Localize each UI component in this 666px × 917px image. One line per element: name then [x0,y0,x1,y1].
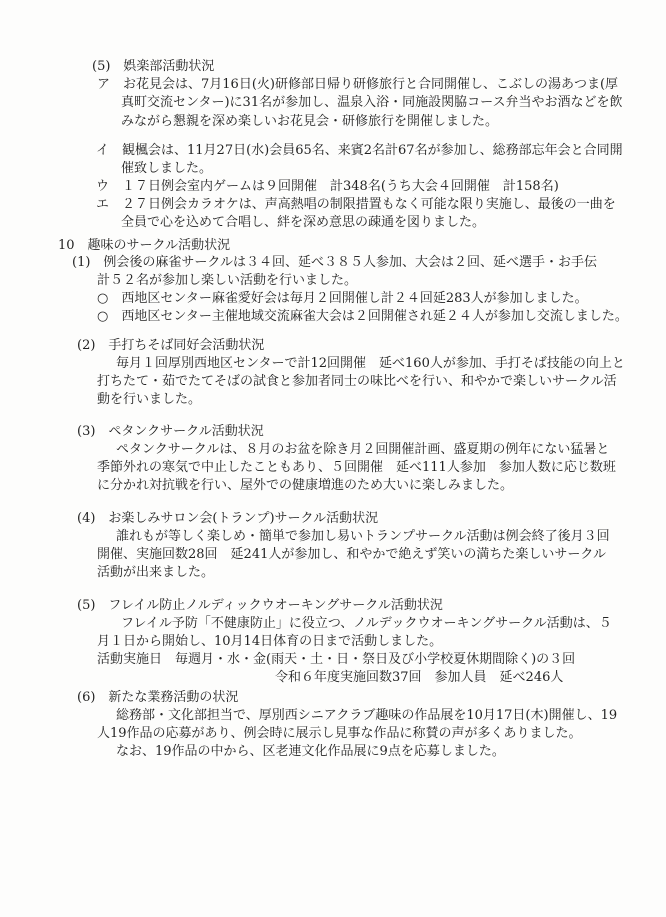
circle-6-line-2: 人19作品の応募があり、例会時に展示し見事な作品に称賛の声が多くありました。 [97,726,582,741]
circle-2-heading: (2) 手打ちそば同好会活動状況 [77,338,265,353]
circle-4-line-1: 誰れもが等しく楽しめ・簡単で参加し易いトランプサークル活動は例会終了後月３回 [116,529,610,544]
circle-1-bullet-1: ○ 西地区センター麻雀愛好会は毎月２回開催し計２４回延283人が参加しました。 [97,291,588,306]
section-5-a-line-1: ア お花見会は、7月16日(火)研修部日帰り研修旅行と合同開催し、こぶしの湯あつま(厚 [97,77,619,92]
section-5-i-line-1: イ 観楓会は、11月27日(水)会員65名、来賓2名計67名が参加し、総務部忘年会と合同開 [96,143,623,158]
circle-1-bullet-2: ○ 西地区センター主催地域交流麻雀大会は２回開催され延２４人が参加し交流しました。 [97,309,628,324]
circle-3-line-2: 季節外れの寒気で中止したこともあり、５回開催 延べ111人参加 参加人数に応じ数班 [97,460,616,475]
circle-5-heading: (5) フレイル防止ノルディックウオーキングサークル活動状況 [77,598,443,613]
section-10-heading: 10 趣味のサークル活動状況 [58,238,231,253]
circle-5-line-1: フレイル予防「不健康防止」に役立つ、ノルデックウオーキングサークル活動は、５ [121,616,612,631]
circle-3-line-3: に分かれ対抗戦を行い、屋外での健康増進のため大いに楽しみました。 [97,478,514,493]
circle-2-line-2: 打ちたて・茹でたてそばの試食と参加者同士の味比べを行い、和やかで楽しいサークル活 [97,374,617,389]
circle-1-line-1: (1) 例会後の麻雀サークルは３４回、延べ３８５人参加、大会は２回、延べ選手・お手伝 [72,255,598,270]
section-5-a-line-2: 真町交流センター)に31名が参加し、温泉入浴・同施設関脇コース弁当やお酒などを飲 [121,95,623,110]
circle-4-heading: (4) お楽しみサロン会(トランプ)サークル活動状況 [77,511,379,526]
circle-5-line-3: 活動実施日 毎週月・水・金(雨天・土・日・祭日及び小学校夏休期間除く)の３回 [97,652,576,667]
circle-4-line-3: 活動が出来ました。 [97,565,215,580]
circle-5-line-2: 月１日から開始し、10月14日体育の日まで活動しました。 [97,634,443,649]
circle-5-line-4: 令和６年度実施回数37回 参加人員 延べ246人 [275,670,564,685]
circle-6-line-3: なお、19作品の中から、区老連文化作品展に9点を応募しました。 [116,744,505,759]
section-5-heading: (5) 娯楽部活動状況 [92,59,215,74]
section-5-i-line-2: 催致しました。 [121,161,213,176]
circle-1-line-2: 計５２名が参加し楽しい活動を行いました。 [97,273,358,288]
section-5-e-line-2: 全員で心を込めて合唱し、絆を深め意思の疎通を図りました。 [121,215,486,230]
circle-6-heading: (6) 新たな業務活動の状況 [77,690,239,705]
circle-3-line-1: ペタンクサークルは、８月のお盆を除き月２回開催計画、盛夏期の例年にない猛暑と [116,442,610,457]
circle-2-line-1: 毎月１回厚別西地区センターで計12回開催 延べ160人が参加、手打そば技能の向上と [116,356,625,371]
circle-6-line-1: 総務部・文化部担当で、厚別西シニアクラブ趣味の作品展を10月17日(木)開催し、19 [116,708,618,723]
circle-3-heading: (3) ペタンクサークル活動状況 [77,424,264,439]
circle-2-line-3: 動を行いました。 [97,392,202,407]
section-5-u-line: ウ １７日例会室内ゲームは９回開催 計348名(うち大会４回開催 計158名) [96,179,559,194]
circle-4-line-2: 開催、実施回数28回 延241人が参加し、和やかで絶えず笑いの満ちた楽しいサークル [97,547,606,562]
section-5-e-line-1: エ ２７日例会カラオケは、声高熱唱の制限措置もなく可能な限り実施し、最後の一曲を [96,197,616,212]
section-5-a-line-3: みながら懇親を深め楽しいお花見会・研修旅行を開催しました。 [121,114,499,129]
